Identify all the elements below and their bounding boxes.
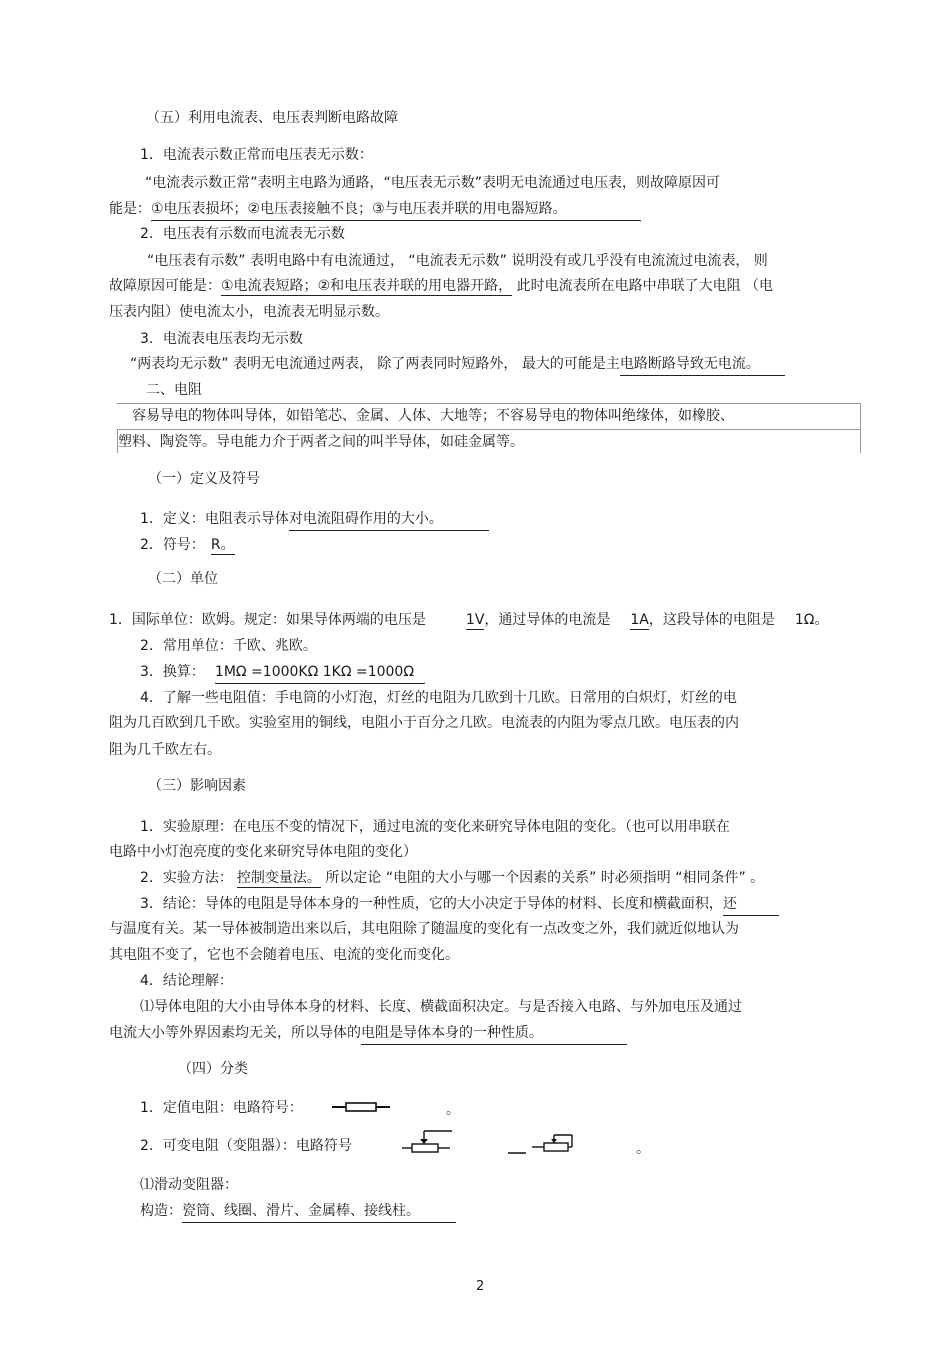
subsection-title-factors: （三）影响因素 — [148, 778, 246, 794]
resistance-value: 1Ω。 — [794, 612, 829, 628]
box-top-rule — [117, 403, 861, 404]
fault-item-2-answer-1: ①电流表短路； — [221, 278, 318, 294]
fault-item-2-answer-2: ②和电压表并联的用电器开路， — [317, 278, 513, 294]
resistance-values-b: 阻为几百欧到几千欧。实验室用的铜线，电阻小于百分之几欧。电流表的内阻为零点几欧。电压表的内 — [109, 715, 739, 731]
potentiometer-symbol-icon — [506, 1133, 586, 1157]
symbol-answer: R。 — [210, 537, 235, 553]
slide-rheostat-title: ⑴滑动变阻器： — [140, 1177, 238, 1193]
subsection-title-definition: （一）定义及符号 — [148, 471, 260, 487]
fault-item-3-title: 3．电流表电压表均无示数 — [140, 331, 303, 347]
fault-item-3-text: “两表均无示数” 表明无电流通过两表， 除了两表同时短路外， 最大的可能是主电路断路导致无电流。 — [130, 354, 785, 376]
definition-answer: 对电流阻碍作用的大小。 — [289, 509, 489, 531]
understanding-answer: 电阻是导体本身的一种性质。 — [361, 1023, 627, 1045]
si-unit-line: 1．国际单位：欧姆。规定：如果导体两端的电压是 1V，通过导体的电流是 1A，这段导体的电阻是 1Ω。 — [109, 612, 829, 628]
principle-line-b: 电路中小灯泡亮度的变化来研究导体电阻的变化） — [109, 844, 417, 860]
fault-item-2-title: 2．电压表有示数而电流表无示数 — [140, 226, 345, 242]
box-middle-rule — [117, 429, 861, 430]
understanding-title: 4．结论理解： — [140, 973, 233, 989]
understanding-line-a: ⑴导体电阻的大小由导体本身的材料、长度、横截面积决定。与是否接入电路、与外加电压及通过 — [140, 999, 742, 1015]
method-answer: 控制变量法。 — [236, 870, 321, 886]
fixed-resistor-symbol-icon — [330, 1099, 394, 1115]
fault-item-1-text-a: “电流表示数正常”表明主电路为通路，“电压表无示数”表明无电流通过电压表，则故障原因可 — [145, 175, 721, 191]
symbol-line: 2．符号： R。 — [140, 537, 235, 553]
subsection-title-unit: （二）单位 — [148, 571, 218, 587]
section-title-resistance: 二、电阻 — [146, 382, 202, 398]
fixed-resistor-end: 。 — [446, 1102, 460, 1118]
fault-item-2-text-c: 压表内阻）使电流太小，电流表无明显示数。 — [109, 304, 389, 320]
common-unit-line: 2．常用单位：千欧、兆欧。 — [140, 638, 317, 654]
definition-line: 1．定义：电阻表示导体对电流阻碍作用的大小。 — [140, 509, 489, 531]
current-value: 1A — [630, 612, 649, 628]
section-title-fault: （五）利用电流表、电压表判断电路故障 — [146, 110, 398, 126]
structure-answer: 瓷筒、线圈、滑片、金属棒、接线柱。 — [182, 1201, 456, 1223]
subsection-title-classification: （四）分类 — [178, 1061, 248, 1077]
conclusion-line-a: 3．结论：导体的电阻是导体本身的一种性质，它的大小决定于导体的材料、长度和横截面积，还 — [140, 894, 779, 916]
conversion-line: 3．换算： 1MΩ =1000KΩ 1KΩ =1000Ω — [140, 662, 425, 684]
conductor-box-text-a: 容易导电的物体叫导体，如铅笔芯、金属、人体、大地等；不容易导电的物体叫绝缘体，如橡胶、 — [132, 408, 734, 424]
fixed-resistor-line: 1．定值电阻：电路符号： — [140, 1100, 303, 1116]
conversion-answer: 1MΩ =1000KΩ 1KΩ =1000Ω — [215, 662, 425, 684]
conclusion-line-b: 与温度有关。某一导体被制造出来以后，其电阻除了随温度的变化有一点改变之外，我们就近似地认为 — [109, 921, 739, 937]
fault-item-1-text-b: 能是：①电压表损坏；②电压表接触不良；③与电压表并联的用电器短路。 — [109, 199, 641, 221]
page-number: 2 — [476, 1279, 485, 1294]
conductor-box-text-b: 塑料、陶瓷等。导电能力介于两者之间的叫半导体，如硅金属等。 — [118, 434, 524, 450]
method-line: 2．实验方法： 控制变量法。 所以定论 “电阻的大小与哪一个因素的关系” 时必须指明 “相同条件” 。 — [140, 870, 765, 886]
voltage-value: 1V — [465, 612, 485, 628]
principle-line-a: 1．实验原理：在电压不变的情况下，通过电流的变化来研究导体电阻的变化。（也可以用串联在 — [140, 819, 730, 835]
resistance-values-c: 阻为几千欧左右。 — [109, 742, 221, 758]
structure-line: 构造：瓷筒、线圈、滑片、金属棒、接线柱。 — [140, 1201, 456, 1223]
resistance-values-a: 4．了解一些电阻值：手电筒的小灯泡，灯丝的电阻为几欧到十几欧。日常用的白炽灯，灯丝的电 — [140, 690, 737, 706]
rheostat-symbol-icon — [400, 1128, 456, 1156]
variable-resistor-end: 。 — [636, 1141, 650, 1157]
fault-item-2-text-b: 故障原因可能是：①电流表短路；②和电压表并联的用电器开路， 此时电流表所在电路中串联了大电阻 （电 — [109, 278, 774, 294]
fault-item-1-answer: ①电压表损坏；②电压表接触不良；③与电压表并联的用电器短路。 — [151, 199, 641, 221]
box-right-rule — [860, 403, 861, 453]
fault-item-3-answer: 电路断路导致无电流。 — [620, 354, 785, 376]
fault-item-1-title: 1．电流表示数正常而电压表无示数： — [140, 147, 373, 163]
conclusion-answer: 还 — [723, 894, 779, 916]
conclusion-line-c: 其电阻不变了，它也不会随着电压、电流的变化而变化。 — [109, 947, 459, 963]
variable-resistor-line: 2．可变电阻（变阻器）：电路符号 — [140, 1138, 352, 1154]
fault-item-2-text-a: “电压表有示数” 表明电路中有电流通过， “电流表无示数” 说明没有或几乎没有电流流过电流表， 则 — [147, 253, 768, 269]
understanding-line-b: 电流大小等外界因素均无关，所以导体的电阻是导体本身的一种性质。 — [109, 1023, 627, 1045]
